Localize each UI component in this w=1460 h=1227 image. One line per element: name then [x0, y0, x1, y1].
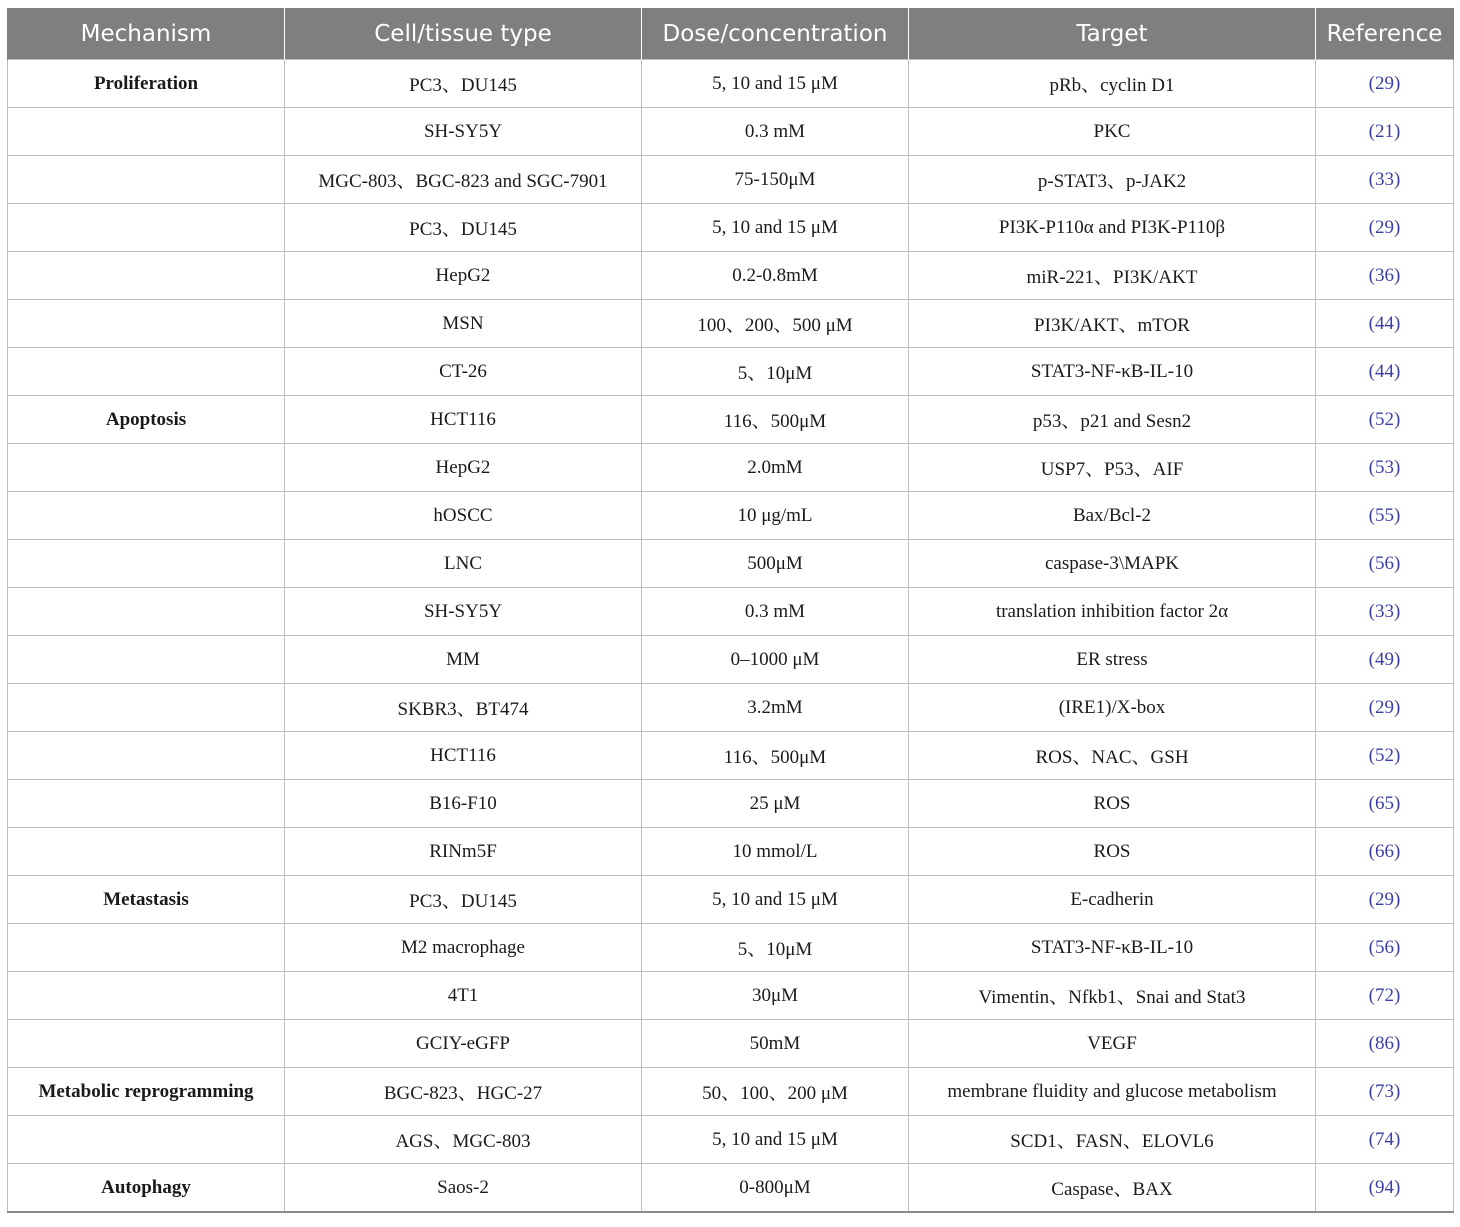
dose-cell: 0.2-0.8mM — [642, 252, 909, 300]
reference-link[interactable]: (66) — [1316, 828, 1454, 876]
dose-cell: 30μM — [642, 972, 909, 1020]
mechanism-cell — [8, 684, 285, 732]
cell-type-cell: PC3、DU145 — [285, 876, 642, 924]
header-cell-tissue-type: Cell/tissue type — [285, 8, 642, 60]
reference-link[interactable]: (49) — [1316, 636, 1454, 684]
cell-type-cell: MGC-803、BGC-823 and SGC-7901 — [285, 156, 642, 204]
mechanism-cell — [8, 972, 285, 1020]
mechanism-cell — [8, 252, 285, 300]
target-cell: VEGF — [909, 1020, 1316, 1068]
cell-type-cell: 4T1 — [285, 972, 642, 1020]
cell-type-cell: LNC — [285, 540, 642, 588]
table-row — [8, 396, 1454, 444]
table-row — [8, 1020, 1454, 1068]
target-cell: ROS — [909, 828, 1316, 876]
table-row — [8, 156, 1454, 204]
mechanism-table — [7, 8, 1454, 1213]
reference-link[interactable]: (56) — [1316, 924, 1454, 972]
mechanism-cell: Autophagy — [8, 1164, 285, 1213]
reference-link[interactable]: (72) — [1316, 972, 1454, 1020]
dose-cell: 5, 10 and 15 μM — [642, 1116, 909, 1164]
cell-type-cell: PC3、DU145 — [285, 60, 642, 108]
table-row — [8, 636, 1454, 684]
table-row — [8, 108, 1454, 156]
target-cell: USP7、P53、AIF — [909, 444, 1316, 492]
dose-cell: 0–1000 μM — [642, 636, 909, 684]
reference-link[interactable]: (65) — [1316, 780, 1454, 828]
table-row — [8, 876, 1454, 924]
table-row — [8, 300, 1454, 348]
target-cell: caspase-3\MAPK — [909, 540, 1316, 588]
target-cell: SCD1、FASN、ELOVL6 — [909, 1116, 1316, 1164]
target-cell: PKC — [909, 108, 1316, 156]
dose-cell: 50、100、200 μM — [642, 1068, 909, 1116]
mechanism-cell — [8, 588, 285, 636]
mechanism-cell: Metabolic reprogramming — [8, 1068, 285, 1116]
header-target: Target — [909, 8, 1316, 60]
cell-type-cell: M2 macrophage — [285, 924, 642, 972]
header-row — [8, 8, 1454, 60]
mechanism-cell: Apoptosis — [8, 396, 285, 444]
table-row — [8, 732, 1454, 780]
cell-type-cell: PC3、DU145 — [285, 204, 642, 252]
reference-link[interactable]: (29) — [1316, 60, 1454, 108]
reference-link[interactable]: (53) — [1316, 444, 1454, 492]
dose-cell: 5, 10 and 15 μM — [642, 876, 909, 924]
cell-type-cell: hOSCC — [285, 492, 642, 540]
reference-link[interactable]: (29) — [1316, 684, 1454, 732]
dose-cell: 0.3 mM — [642, 108, 909, 156]
reference-link[interactable]: (86) — [1316, 1020, 1454, 1068]
reference-link[interactable]: (44) — [1316, 348, 1454, 396]
target-cell: pRb、cyclin D1 — [909, 60, 1316, 108]
mechanism-cell — [8, 300, 285, 348]
header-reference: Reference — [1316, 8, 1454, 60]
dose-cell: 75-150μM — [642, 156, 909, 204]
cell-type-cell: CT-26 — [285, 348, 642, 396]
reference-link[interactable]: (29) — [1316, 876, 1454, 924]
dose-cell: 116、500μM — [642, 396, 909, 444]
cell-type-cell: AGS、MGC-803 — [285, 1116, 642, 1164]
table-row — [8, 924, 1454, 972]
target-cell: translation inhibition factor 2α — [909, 588, 1316, 636]
dose-cell: 10 μg/mL — [642, 492, 909, 540]
dose-cell: 3.2mM — [642, 684, 909, 732]
table-row — [8, 1068, 1454, 1116]
dose-cell: 10 mmol/L — [642, 828, 909, 876]
dose-cell: 2.0mM — [642, 444, 909, 492]
reference-link[interactable]: (33) — [1316, 156, 1454, 204]
cell-type-cell: RINm5F — [285, 828, 642, 876]
target-cell: p53、p21 and Sesn2 — [909, 396, 1316, 444]
mechanism-cell — [8, 828, 285, 876]
mechanism-cell — [8, 108, 285, 156]
target-cell: E-cadherin — [909, 876, 1316, 924]
cell-type-cell: HepG2 — [285, 252, 642, 300]
cell-type-cell: GCIY-eGFP — [285, 1020, 642, 1068]
mechanism-cell — [8, 204, 285, 252]
mechanism-cell — [8, 924, 285, 972]
reference-link[interactable]: (94) — [1316, 1164, 1454, 1213]
table-row — [8, 348, 1454, 396]
mechanism-cell — [8, 780, 285, 828]
cell-type-cell: BGC-823、HGC-27 — [285, 1068, 642, 1116]
table-row — [8, 492, 1454, 540]
target-cell: PI3K/AKT、mTOR — [909, 300, 1316, 348]
table-body — [8, 60, 1454, 1213]
mechanism-cell — [8, 348, 285, 396]
mechanism-cell — [8, 444, 285, 492]
reference-link[interactable]: (52) — [1316, 732, 1454, 780]
target-cell: ER stress — [909, 636, 1316, 684]
table-row — [8, 60, 1454, 108]
target-cell: (IRE1)/X-box — [909, 684, 1316, 732]
target-cell: ROS、NAC、GSH — [909, 732, 1316, 780]
target-cell: p-STAT3、p-JAK2 — [909, 156, 1316, 204]
mechanism-cell — [8, 540, 285, 588]
table-row — [8, 588, 1454, 636]
mechanism-cell — [8, 156, 285, 204]
cell-type-cell: B16-F10 — [285, 780, 642, 828]
target-cell: Bax/Bcl-2 — [909, 492, 1316, 540]
table-row — [8, 540, 1454, 588]
target-cell: PI3K-P110α and PI3K-P110β — [909, 204, 1316, 252]
reference-link[interactable]: (44) — [1316, 300, 1454, 348]
reference-link[interactable]: (73) — [1316, 1068, 1454, 1116]
cell-type-cell: HCT116 — [285, 732, 642, 780]
cell-type-cell: SH-SY5Y — [285, 108, 642, 156]
mechanism-cell: Proliferation — [8, 60, 285, 108]
target-cell: miR-221、PI3K/AKT — [909, 252, 1316, 300]
reference-link[interactable]: (21) — [1316, 108, 1454, 156]
table-row — [8, 204, 1454, 252]
dose-cell: 5, 10 and 15 μM — [642, 60, 909, 108]
cell-type-cell: MSN — [285, 300, 642, 348]
dose-cell: 5、10μM — [642, 348, 909, 396]
reference-link[interactable]: (74) — [1316, 1116, 1454, 1164]
table-row — [8, 780, 1454, 828]
dose-cell: 100、200、500 μM — [642, 300, 909, 348]
cell-type-cell: HCT116 — [285, 396, 642, 444]
header-dose-concentration: Dose/concentration — [642, 8, 909, 60]
reference-link[interactable]: (56) — [1316, 540, 1454, 588]
dose-cell: 0-800μM — [642, 1164, 909, 1213]
reference-link[interactable]: (29) — [1316, 204, 1454, 252]
mechanism-cell — [8, 1020, 285, 1068]
target-cell: membrane fluidity and glucose metabolism — [909, 1068, 1316, 1116]
cell-type-cell: HepG2 — [285, 444, 642, 492]
target-cell: Caspase、BAX — [909, 1164, 1316, 1213]
target-cell: STAT3-NF-κB-IL-10 — [909, 924, 1316, 972]
table-row — [8, 684, 1454, 732]
table-row — [8, 444, 1454, 492]
table-row — [8, 252, 1454, 300]
dose-cell: 25 μM — [642, 780, 909, 828]
target-cell: ROS — [909, 780, 1316, 828]
cell-type-cell: MM — [285, 636, 642, 684]
cell-type-cell: SKBR3、BT474 — [285, 684, 642, 732]
reference-link[interactable]: (36) — [1316, 252, 1454, 300]
target-cell: STAT3-NF-κB-IL-10 — [909, 348, 1316, 396]
target-cell: Vimentin、Nfkb1、Snai and Stat3 — [909, 972, 1316, 1020]
mechanism-cell — [8, 636, 285, 684]
mechanism-cell: Metastasis — [8, 876, 285, 924]
dose-cell: 500μM — [642, 540, 909, 588]
table-row — [8, 972, 1454, 1020]
dose-cell: 116、500μM — [642, 732, 909, 780]
reference-link[interactable]: (55) — [1316, 492, 1454, 540]
cell-type-cell: SH-SY5Y — [285, 588, 642, 636]
mechanism-cell — [8, 1116, 285, 1164]
reference-link[interactable]: (33) — [1316, 588, 1454, 636]
dose-cell: 5, 10 and 15 μM — [642, 204, 909, 252]
mechanism-cell — [8, 732, 285, 780]
table-row — [8, 1164, 1454, 1213]
table-row — [8, 828, 1454, 876]
reference-link[interactable]: (52) — [1316, 396, 1454, 444]
header-mechanism: Mechanism — [8, 8, 285, 60]
dose-cell: 50mM — [642, 1020, 909, 1068]
cell-type-cell: Saos-2 — [285, 1164, 642, 1213]
dose-cell: 0.3 mM — [642, 588, 909, 636]
dose-cell: 5、10μM — [642, 924, 909, 972]
mechanism-cell — [8, 492, 285, 540]
table-row — [8, 1116, 1454, 1164]
